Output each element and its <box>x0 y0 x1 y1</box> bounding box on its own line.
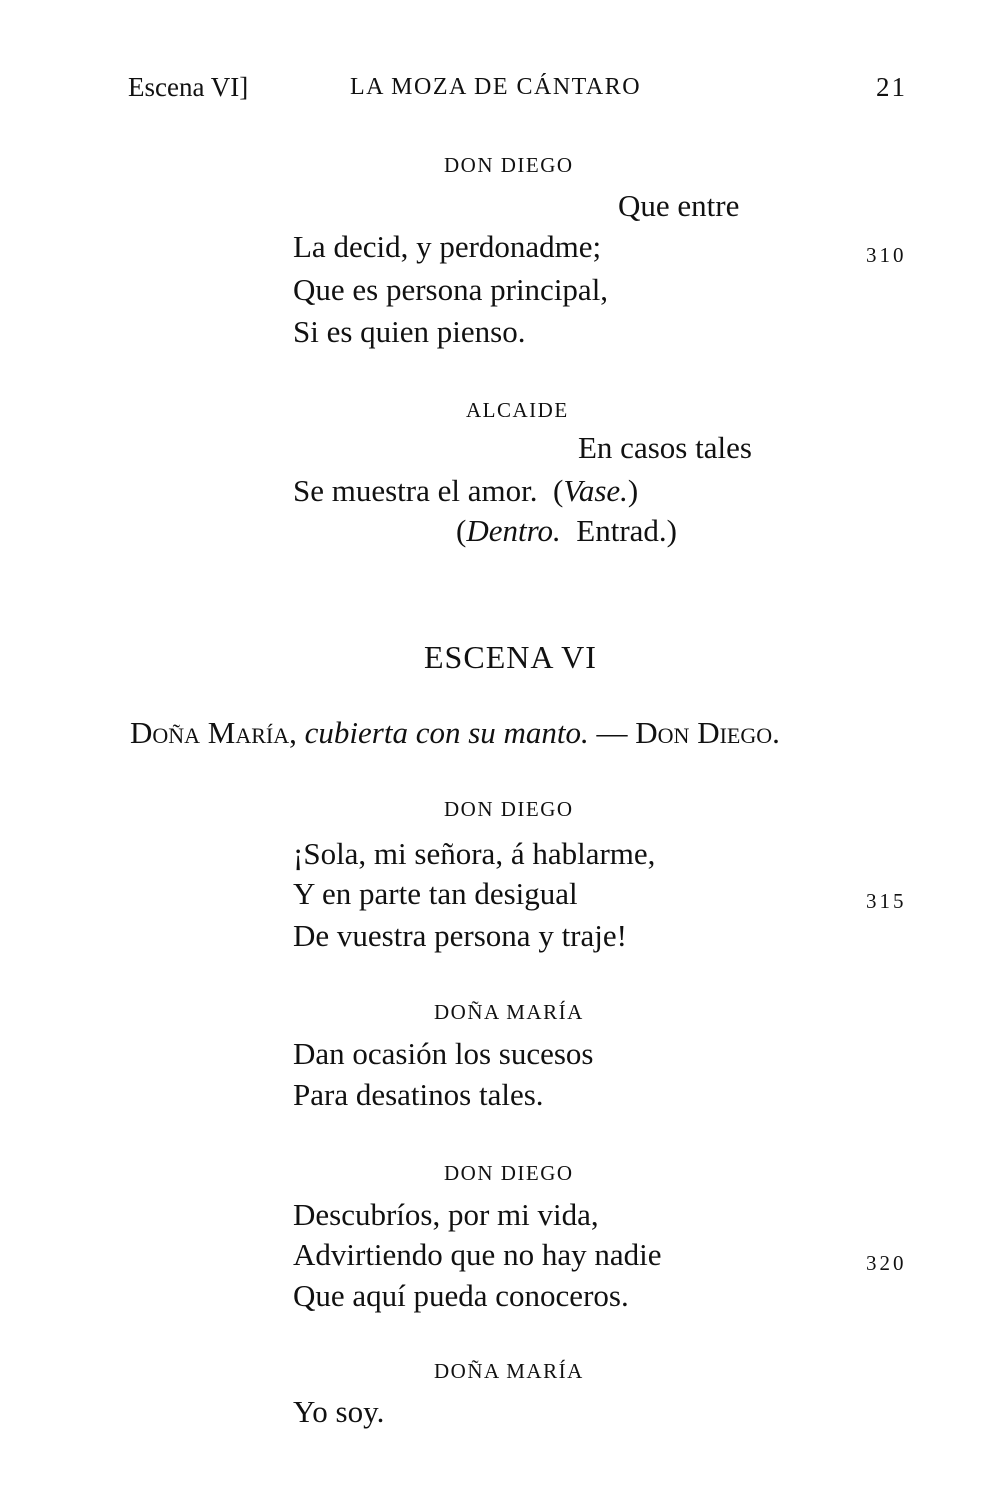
speaker-label: DOÑA MARÍA <box>434 1000 584 1024</box>
speaker-label: DON DIEGO <box>444 153 574 177</box>
line-number: 315 <box>866 889 907 913</box>
speaker-label: DOÑA MARÍA <box>434 1359 584 1383</box>
verse-text: Entrad.) <box>576 513 677 548</box>
verse-line: Que entre <box>618 188 740 223</box>
verse-line: Que aquí pueda conoceros. <box>293 1278 629 1313</box>
stage-direction: cubierta con su manto. <box>304 715 589 750</box>
verse-line: De vuestra persona y traje! <box>293 918 627 953</box>
speaker-label: ALCAIDE <box>466 398 569 422</box>
running-head-title: LA MOZA DE CÁNTARO <box>350 74 642 100</box>
verse-line <box>293 475 638 506</box>
character-name: Don Diego. <box>635 715 780 750</box>
verse-line: Yo soy. <box>293 1394 385 1429</box>
verse-line: La decid, y perdonadme; <box>293 229 602 264</box>
verse-line: Que es persona principal, <box>293 272 609 307</box>
verse-line: Descubríos, por mi vida, <box>293 1197 599 1232</box>
stage-direction-paren: ( <box>553 473 564 508</box>
verse-line: Dan ocasión los sucesos <box>293 1036 594 1071</box>
verse-line: En casos tales <box>578 430 752 465</box>
speaker-label: DON DIEGO <box>444 797 574 821</box>
stage-direction-paren: ( <box>456 513 467 548</box>
scene-title: ESCENA VI <box>424 639 597 675</box>
line-number: 310 <box>866 243 907 267</box>
speaker-label: DON DIEGO <box>444 1161 574 1185</box>
stage-direction: Dentro. <box>466 513 561 548</box>
verse-line: Si es quien pienso. <box>293 314 526 349</box>
verse-line: Advirtiendo que no hay nadie <box>293 1237 662 1272</box>
verse-line: Y en parte tan desigual <box>293 876 578 911</box>
verse-line <box>456 515 677 546</box>
stage-direction-paren: ) <box>627 473 639 508</box>
page-number: 21 <box>876 72 907 102</box>
line-number: 320 <box>866 1251 907 1275</box>
em-dash: — <box>596 715 628 750</box>
stage-direction: Vase. <box>563 473 628 508</box>
verse-text: Se muestra el amor. <box>293 473 538 508</box>
verse-line: ¡Sola, mi señora, á hablarme, <box>293 836 656 871</box>
scene-cast <box>130 715 780 751</box>
character-name: Doña María, <box>130 715 297 750</box>
verse-line: Para desatinos tales. <box>293 1077 544 1112</box>
running-head-section: Escena VI] <box>128 72 249 102</box>
